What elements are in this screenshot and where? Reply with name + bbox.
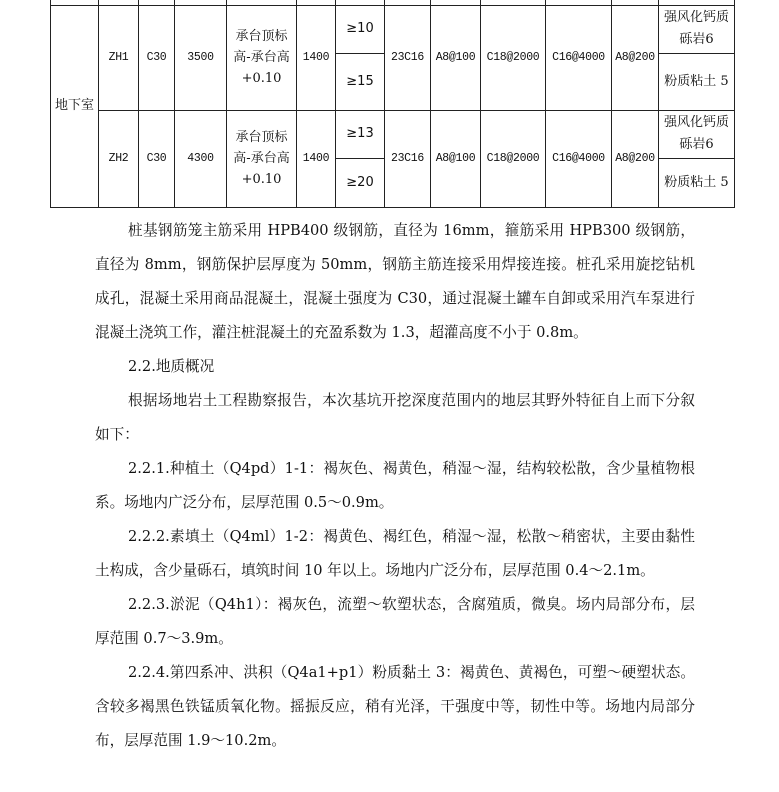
embed-depth-cell: ≥13 — [336, 110, 385, 158]
pile-id-cell: ZH1 — [99, 5, 139, 110]
stiffener-rebar-cell: C16@4000 — [546, 5, 612, 110]
concrete-grade-cell: C30 — [139, 110, 175, 207]
stiffener-rebar-cell: C16@4000 — [546, 110, 612, 207]
pile-length-cell: 4300 — [175, 110, 227, 207]
bearing-stratum-cell: 粉质粘土 5 — [659, 158, 735, 207]
main-rebar-cell: 23C16 — [385, 110, 431, 207]
spiral-rebar-cell: C18@2000 — [481, 110, 546, 207]
spiral-rebar-cell: C18@2000 — [481, 5, 546, 110]
bearing-stratum-cell: 强风化钙质砾岩6 — [659, 5, 735, 53]
main-rebar-cell: 23C16 — [385, 5, 431, 110]
paragraph-rebar-and-concrete: 桩基钢筋笼主筋采用 HPB400 级钢筋，直径为 16mm，箍筋采用 HPB300 级钢筋，直径为 8mm，钢筋保护层厚度为 50mm，钢筋主筋连接采用焊接连接。桩孔采用旋挖钻机成孔，混凝土采用商品混凝土，混凝土强度为 C30，通过混凝土罐车自卸或采用汽车泵进行混凝土浇筑工作，灌注桩混凝土的充盈系数为 1.3，超灌高度不小于 0.8m。 — [95, 222, 695, 341]
tie-rebar-cell: A8@200 — [612, 5, 659, 110]
body-text — [95, 214, 695, 758]
pile-top-elevation-cell: 承台顶标高-承台高+0.10 — [227, 5, 297, 110]
bearing-stratum-cell: 强风化钙质砾岩6 — [659, 110, 735, 158]
location-cell: 地下室 — [51, 5, 99, 207]
paragraph-layer-silty-clay: 2.2.4.第四系冲、洪积（Q4a1+p1）粉质黏土 3：褐黄色、黄褐色，可塑～硬塑状态。含较多褐黑色铁锰质氧化物。摇振反应，稍有光泽，干强度中等，韧性中等。场地内局部分布，层厚范围 1.9～10.2m。 — [95, 664, 695, 749]
embed-depth-cell: ≥20 — [336, 158, 385, 207]
pile-diameter-cell: 1400 — [297, 110, 336, 207]
embed-depth-cell: ≥15 — [336, 53, 385, 110]
tie-rebar-cell: A8@200 — [612, 110, 659, 207]
pile-parameter-table — [50, 0, 735, 208]
concrete-grade-cell: C30 — [139, 5, 175, 110]
paragraph-layer-plain-fill: 2.2.2.素填土（Q4ml）1-2：褐黄色、褐红色，稍湿～湿，松散～稍密状，主要由黏性土构成，含少量砾石，填筑时间 10 年以上。场地内广泛分布，层厚范围 0.4～2.1m。 — [95, 528, 695, 579]
embed-depth-cell: ≥10 — [336, 5, 385, 53]
bearing-stratum-cell: 粉质粘土 5 — [659, 53, 735, 110]
pile-top-elevation-cell: 承台顶标高-承台高+0.10 — [227, 110, 297, 207]
section-heading-geology: 2.2.地质概况 — [128, 358, 215, 375]
stirrup-cell: A8@100 — [431, 5, 481, 110]
pile-length-cell: 3500 — [175, 5, 227, 110]
paragraph-layer-planting-soil: 2.2.1.种植土（Q4pd）1-1：褐灰色、褐黄色，稍湿～湿，结构较松散，含少量植物根系。场地内广泛分布，层厚范围 0.5～0.9m。 — [95, 460, 695, 511]
pile-diameter-cell: 1400 — [297, 5, 336, 110]
table-row — [51, 110, 735, 158]
stirrup-cell: A8@100 — [431, 110, 481, 207]
paragraph-layer-silt: 2.2.3.淤泥（Q4h1）：褐灰色，流塑～软塑状态，含腐殖质，微臭。场内局部分布，层厚范围 0.7～3.9m。 — [95, 596, 695, 647]
pile-id-cell: ZH2 — [99, 110, 139, 207]
table-row — [51, 5, 735, 53]
paragraph-geology-intro: 根据场地岩土工程勘察报告，本次基坑开挖深度范围内的地层其野外特征自上而下分叙如下： — [95, 392, 695, 443]
